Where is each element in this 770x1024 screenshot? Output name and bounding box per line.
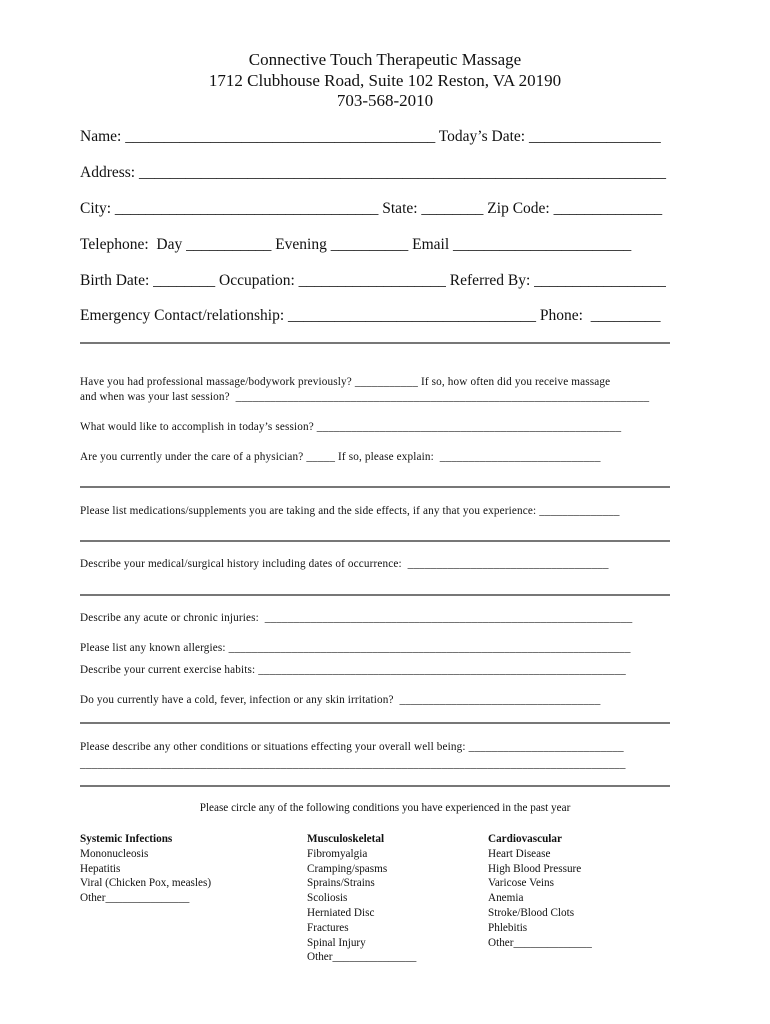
musculoskeletal-heading: Musculoskeletal: [307, 833, 385, 845]
systemic-infections-heading: Systemic Infections: [80, 833, 173, 845]
emergency-contact-field[interactable]: Emergency Contact/relationship: ________________________________ Phone: _________: [80, 307, 661, 324]
question-other-conditions-line2[interactable]: _______________________________________________________________________________________________: [80, 758, 626, 770]
question-last-session[interactable]: and when was your last session? ________________________________________________________________________: [80, 391, 650, 403]
section-divider: [80, 722, 670, 724]
section-divider: [80, 540, 670, 542]
condition-item[interactable]: Phlebitis: [488, 921, 528, 934]
business-phone: 703-568-2010: [336, 91, 434, 110]
condition-item[interactable]: Viral (Chicken Pox, measles): [80, 877, 212, 890]
section-divider: [80, 594, 670, 596]
condition-item[interactable]: Mononucleosis: [80, 847, 149, 860]
condition-other-field[interactable]: Other______________: [488, 936, 592, 949]
address-field[interactable]: Address: ____________________________________________________________________: [80, 164, 666, 181]
question-physician-care[interactable]: Are you currently under the care of a physician? _____ If so, please explain: ____________________________: [80, 451, 601, 463]
question-allergies[interactable]: Please list any known allergies: ______________________________________________________________________: [80, 642, 631, 654]
condition-other-field[interactable]: Other_______________: [307, 951, 417, 964]
condition-other-field[interactable]: Other_______________: [80, 892, 190, 905]
section-divider: [80, 785, 670, 787]
condition-item[interactable]: Heart Disease: [488, 847, 551, 860]
question-injuries[interactable]: Describe any acute or chronic injuries: ________________________________________________________________: [80, 612, 633, 624]
conditions-instructions: Please circle any of the following conditions you have experienced in the past year: [199, 802, 571, 814]
section-divider: [80, 342, 670, 344]
business-address: 1712 Clubhouse Road, Suite 102 Reston, VA 20190: [208, 71, 562, 90]
condition-item[interactable]: Stroke/Blood Clots: [488, 906, 575, 919]
condition-item[interactable]: High Blood Pressure: [488, 862, 582, 875]
condition-item[interactable]: Anemia: [488, 892, 524, 905]
condition-item[interactable]: Cramping/spasms: [307, 862, 388, 875]
condition-item[interactable]: Herniated Disc: [307, 906, 375, 919]
cardiovascular-column: [488, 832, 592, 950]
condition-item[interactable]: Sprains/Strains: [307, 877, 375, 890]
business-name: Connective Touch Therapeutic Massage: [248, 50, 522, 69]
systemic-infections-column: [80, 832, 211, 906]
section-divider: [80, 486, 670, 488]
condition-item[interactable]: Fractures: [307, 921, 349, 934]
telephone-email-field[interactable]: Telephone: Day ___________ Evening __________ Email _______________________: [80, 236, 632, 253]
birth-occupation-referral-field[interactable]: Birth Date: ________ Occupation: ___________________ Referred By: _________________: [80, 272, 666, 289]
question-previous-massage[interactable]: Have you had professional massage/bodywork previously? ___________ If so, how often did you receive massage: [80, 376, 611, 388]
cardiovascular-heading: Cardiovascular: [488, 833, 562, 845]
question-other-conditions[interactable]: Please describe any other conditions or situations effecting your overall well being: ___________________________: [80, 741, 624, 753]
question-medications[interactable]: Please list medications/supplements you are taking and the side effects, if any that you experience: ______________: [80, 505, 620, 517]
city-state-zip-field[interactable]: City: __________________________________ State: ________ Zip Code: ______________: [80, 200, 663, 217]
condition-item[interactable]: Scoliosis: [307, 892, 348, 905]
condition-item[interactable]: Fibromyalgia: [307, 847, 368, 860]
musculoskeletal-column: [307, 832, 416, 965]
condition-item[interactable]: Spinal Injury: [307, 936, 366, 949]
condition-item[interactable]: Hepatitis: [80, 862, 121, 875]
question-medical-history[interactable]: Describe your medical/surgical history including dates of occurrence: ___________________________________: [80, 558, 609, 570]
condition-item[interactable]: Varicose Veins: [488, 877, 554, 890]
question-cold-fever[interactable]: Do you currently have a cold, fever, infection or any skin irritation? ___________________________________: [80, 694, 601, 706]
name-date-field[interactable]: Name: ________________________________________ Today’s Date: _________________: [80, 128, 661, 145]
question-exercise[interactable]: Describe your current exercise habits: ________________________________________________________________: [80, 664, 626, 676]
question-session-goals[interactable]: What would like to accomplish in today’s session? _____________________________________________________: [80, 421, 622, 433]
